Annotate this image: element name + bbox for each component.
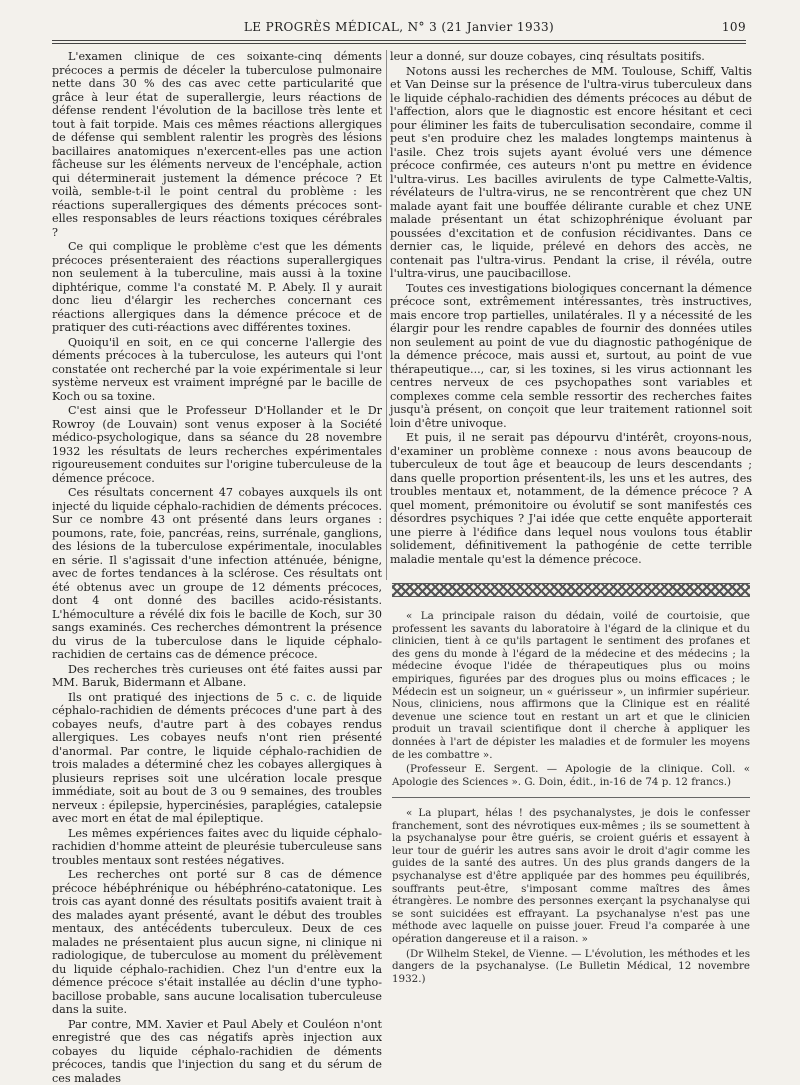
quote-text: « La plupart, hélas ! des psychanalystes, je dois le confesser franchement, sont des névrotiques eux-mêmes ; ils se soumettent à la psychanalyse pour être guéris, se croient guéris et essayent à leur tour de guérir les autres sans avoir le droit d'agir comme les guides de la santé des autres. Un des plus grands dangers de la psychanalyse est d'être appliquée par des hommes peu équilibrés, souffrants peut-être, s'imposant comme maîtres des âmes étrangères. Le nombre des personnes exerçant la psychanalyse qui se sont suicidées est effrayant. La psychanalyse n'est pas une méthode avec laquelle on puisse jouer. Freud l'a comparée à une opération dangereuse et il a raison. » <box>392 807 750 946</box>
quote-separator <box>392 797 750 798</box>
ornamental-divider <box>392 583 750 597</box>
paragraph: Ils ont pratiqué des injections de 5 c. c. de liquide céphalo-rachidien de déments précoces d'une part à des cobayes neufs, d'autre part à des cobayes rendus allergiques. Les cobayes neufs n'ont rien présenté d'anormal. Par contre, le liquide céphalo-rachidien de trois malades a déterminé chez les cobayes allergiques à plusieurs reprises soit une ulcération locale presque immédiate, soit au bout de 3 ou 9 semaines, des troubles nerveux : épilepsie, hypercinésies, paraplégies, catalepsie avec mort en état de mal épileptique. <box>52 691 382 826</box>
paragraph: Et puis, il ne serait pas dépourvu d'intérêt, croyons-nous, d'examiner un problème connexe : nous avons beaucoup de tuberculeux de tout âge et beaucoup de leurs descendants ; dans quelle proportion présentent-ils, les uns et les autres, des troubles mentaux et, notamment, de la démence précoce ? A quel moment, prémonitoire ou évolutif se sont manifestés ces désordres psychiques ? J'ai idée que cette enquête apporterait une pierre à l'édifice dans lequel nous voulons tous établir solidement, définitivement la pathogénie de cette terrible maladie mentale qu'est la démence précoce. <box>390 431 752 566</box>
paragraph: L'examen clinique de ces soixante-cinq déments précoces a permis de déceler la tuberculose pulmonaire nette dans 30 % des cas avec cette particularité que grâce à leur état de superallergie, leurs réactions de défense rendent l'évolution de la bacillose très lente et tout à fait torpide. Mais ces mêmes réactions allergiques de défense qui semblent ralentir les progrès des lésions bacillaires anatomiques n'exercent-elles pas une action fâcheuse sur les éléments nerveux de l'encéphale, action qui déterminerait justement la démence précoce ? Et voilà, semble-t-il le point central du problème : les réactions superallergiques des déments précoces sont-elles responsables de leurs réactions toxiques cérébrales ? <box>52 50 382 239</box>
paragraph: Par contre, MM. Xavier et Paul Abely et Couléon n'ont enregistré que des cas négatifs après injection aux cobayes du liquide céphalo-rachidien de déments précoces, tandis que l'injection du sang et du sérum de ces malades <box>52 1018 382 1085</box>
quote-text: « La principale raison du dédain, voilé de courtoisie, que professent les savants du laboratoire à l'égard de la clinique et du clinicien, tient à ce qu'ils partagent le sentiment des profanes et des gens du monde à l'égard de la médecine et des médecins ; la médecine évoque l'idée de thérapeutiques plus ou moins empiriques, figurées par des drogues plus ou moins efficaces ; le Médecin est un soigneur, un « guérisseur », un infirmier supérieur. Nous, cliniciens, nous affirmons que la Clinique est en réalité devenue une science tout en restant un art et que le clinicien produit un travail scientifique dont il cherche à appliquer les données à l'art de dépister les maladies et de formuler les moyens de les combattre ». <box>392 610 750 761</box>
page-number: 109 <box>722 20 746 34</box>
left-column <box>52 50 382 1050</box>
right-column <box>390 50 752 567</box>
journal-title: LE PROGRÈS MÉDICAL, N° 3 (21 Janvier 1933) <box>52 20 746 34</box>
header-rule <box>52 40 746 44</box>
paragraph: Ce qui complique le problème c'est que les déments précoces présenteraient des réactions superallergiques non seulement à la tuberculine, mais aussi à la toxine diphtérique, comme l'a constaté M. P. Abely. Il y aurait donc lieu d'élargir les recherches concernant ces réactions allergiques dans la démence précoce et de pratiquer des cuti-réactions avec différentes toxines. <box>52 240 382 335</box>
paragraph: C'est ainsi que le Professeur D'Hollander et le Dr Rowroy (de Louvain) sont venus exposer à la Société médico-psychologique, dans sa séance du 28 novembre 1932 les résultats de leurs recherches expérimentales rigoureusement conduites sur l'origine tuberculeuse de la démence précoce. <box>52 404 382 485</box>
paragraph: Les recherches ont porté sur 8 cas de démence précoce hébéphrénique ou hébéphréno-catatonique. Les trois cas ayant donné des résultats positifs avaient trait à des malades ayant présenté, avant le début des troubles mentaux, des antécédents tuberculeux. Deux de ces malades ne présentaient plus aucun signe, ni clinique ni radiologique, de tuberculose au moment du prélèvement du liquide céphalo-rachidien. Chez l'un d'entre eux la démence précoce s'était installée au déclin d'une typho-bacillose probable, sans aucune localisation tuberculeuse dans la suite. <box>52 868 382 1017</box>
paragraph: leur a donné, sur douze cobayes, cinq résultats positifs. <box>390 50 752 64</box>
quote-source: (Professeur E. Sergent. — Apologie de la clinique. Coll. « Apologie des Sciences ». G. Doin, édit., in-16 de 74 p. 12 francs.) <box>392 763 750 788</box>
paragraph: Les mêmes expériences faites avec du liquide céphalo-rachidien d'homme atteint de pleurésie tuberculeuse sans troubles mentaux sont restées négatives. <box>52 827 382 868</box>
quote-sergent <box>392 610 750 790</box>
page-header <box>52 20 746 42</box>
paragraph: Toutes ces investigations biologiques concernant la démence précoce sont, extrêmement intéressantes, très instructives, mais encore trop partielles, unilatérales. Il y a nécessité de les élargir pour les rendre capables de fournir des données utiles non seulement au point de vue du diagnostic pathogénique de la démence précoce, mais aussi et, surtout, au point de vue thérapeutique..., car, si les toxines, si les virus actionnant les centres nerveux de ces psychopathes sont variables et complexes comme cela semble ressortir des recherches faites jusqu'à présent, on conçoit que leur traitement rationnel soit loin d'être univoque. <box>390 282 752 431</box>
quote-source: (Dr Wilhelm Stekel, de Vienne. — L'évolution, les méthodes et les dangers de la psychanalyse. (Le Bulletin Médical, 12 novembre 1932.) <box>392 948 750 986</box>
paragraph: Ces résultats concernent 47 cobayes auxquels ils ont injecté du liquide céphalo-rachidien de déments précoces. Sur ce nombre 43 ont présenté dans leurs organes : poumons, rate, foie, pancréas, reins, surrénale, ganglions, des lésions de la tuberculose expérimentale, inoculables en série. Il s'agissait d'une infection atténuée, bénigne, avec de fortes tendances à la sclérose. Ces résultats ont été obtenus avec un groupe de 12 déments précoces, dont 4 ont donné des bacilles acido-résistants. L'hémoculture a révélé dix fois le bacille de Koch, sur 30 sangs examinés. Ces recherches démontrent la présence du virus de la tuberculose dans le liquide céphalo-rachidien de certains cas de démence précoce. <box>52 486 382 662</box>
quote-stekel <box>392 807 750 987</box>
paragraph: Des recherches très curieuses ont été faites aussi par MM. Baruk, Bidermann et Albane. <box>52 663 382 690</box>
column-divider <box>386 50 387 580</box>
paragraph: Quoiqu'il en soit, en ce qui concerne l'allergie des déments précoces à la tuberculose, les auteurs qui l'ont constatée ont recherché par la voie expérimentale si leur système nerveux est vraiment imprégné par le bacille de Koch ou sa toxine. <box>52 336 382 404</box>
paragraph: Notons aussi les recherches de MM. Toulouse, Schiff, Valtis et Van Deinse sur la présence de l'ultra-virus tuberculeux dans le liquide céphalo-rachidien des déments précoces au début de l'affection, alors que le diagnostic est encore hésitant et ceci pour éliminer les faits de tuberculisation secondaire, comme il peut s'en produire chez les malades longtemps maintenus à l'asile. Chez trois sujets ayant évolué vers une démence précoce confirmée, ces auteurs n'ont pu mettre en évidence l'ultra-virus. Les bacilles avirulents de type Calmette-Valtis, révélateurs de l'ultra-virus, ne se rencontrèrent que chez UN malade ayant fait une bouffée délirante curable et chez UNE malade présentant un état schizophrénique évoluant par poussées d'excitation et de confusion récidivantes. Dans ce dernier cas, le liquide, prélevé en dehors des accès, ne contenait pas l'ultra-virus. Pendant la crise, il révéla, outre l'ultra-virus, une paucibacillose. <box>390 65 752 281</box>
